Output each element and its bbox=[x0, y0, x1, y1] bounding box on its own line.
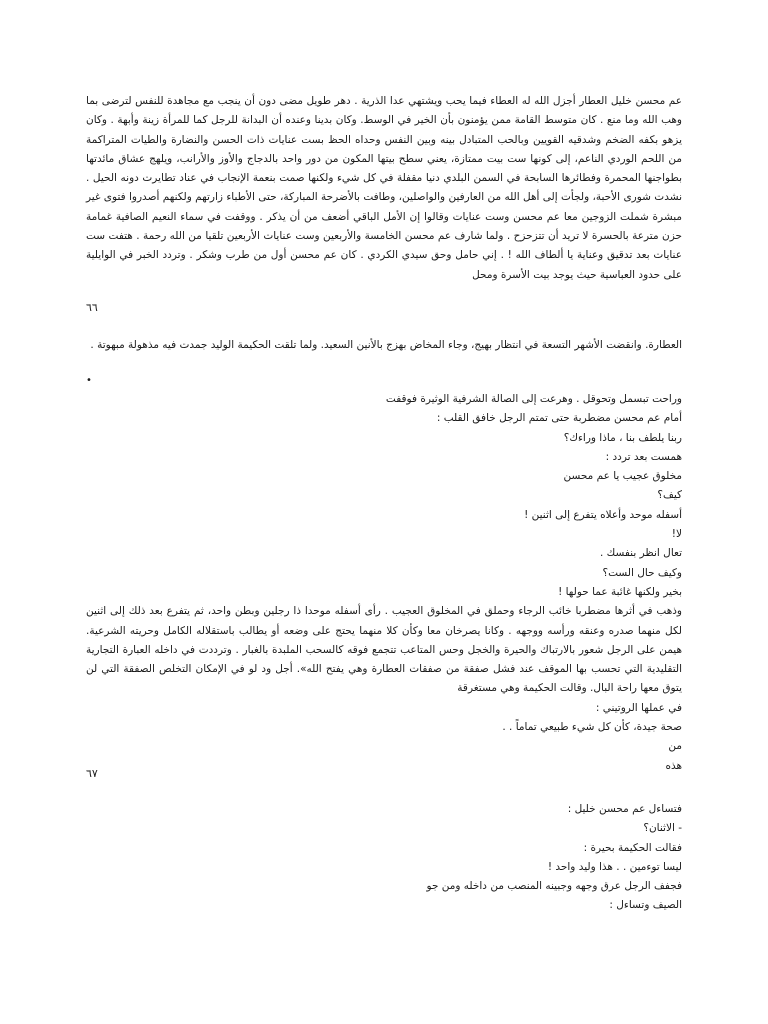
text-block-dialogue bbox=[86, 390, 682, 776]
page-number-67 bbox=[86, 765, 682, 783]
dialogue-line: في عملها الروتيني : bbox=[595, 701, 682, 714]
dialogue-line: ربنا يلطف بنا ، ماذا وراءك؟ bbox=[563, 431, 682, 444]
text-block-question bbox=[86, 800, 682, 916]
dialogue-line: بخير ولكنها غائبة عما حولها ! bbox=[558, 585, 682, 598]
dialogue-line: - الاثنان؟ bbox=[643, 822, 682, 835]
dialogue-line: فجفف الرجل عرق وجهه وجبينه المنصب من داخله ومن جو bbox=[426, 880, 682, 893]
dialogue-line: هذه bbox=[665, 759, 682, 772]
dialogue-line: فتساءل عم محسن خليل : bbox=[567, 803, 682, 815]
dialogue-line: الصيف وتساءل : bbox=[609, 899, 682, 912]
dialogue-line: وكيف حال الست؟ bbox=[602, 566, 682, 579]
dialogue-line: وراحت تبسمل وتحوقل . وهرعت إلى الصالة الشرفية الوثيرة فوقفت bbox=[385, 393, 682, 405]
bullet-marker bbox=[86, 372, 682, 390]
text-block-birth bbox=[86, 336, 682, 355]
page-number-label: ٦٦ bbox=[86, 301, 98, 314]
paragraph-intro: عم محسن خليل العطار أجزل الله له العطاء فيما يحب ويشتهي عدا الذرية . دهر طويل مضى دون أن ينجب مع مجاهدة للنفس لترضى بما وهب الله وما منع . كان متوسط القامة ممن يؤمنون بأن الخير في الوسط. وكان بدينا وعنده أن البدانة للرجل كما للمرأة زينة وأبهة . وكان يزهو بكفه الضخم وشدقيه القويين وبالحب المتبادل بينه وبين النفس وحداه الحظ بست عنايات ذات الحسن والنضارة والطيات المتراكمة من اللحم الوردي الناعم، إلى كونها ست بيت ممتازة، يعني سطح بيتها المكون من دور واحد بالدجاج والأوز والأرانب، ويلهج عشاق مائدتها بطواجنها المحمرة وفطائرها السابحة في السمن البلدي دنيا مقفلة في كل شيء ولكنها صمت بنعمة الإنجاب في عناد تطايرت دونه الحيل . نشدت شورى الأحبة، ولجأت إلى أهل الله من العارفين والواصلين، وطافت بالأضرحة المباركة، حتى الأطباء زارتهم ولكنهم أصدروا فتوى غير مبشرة شملت الزوجين معا عم محسن وست عنايات وقالوا إن الأمل الباقي أضعف من أن يذكر . ووقفت في سماء النعيم الصافية غمامة حزن مترعة بالحسرة لا تريد أن تتزحزح . ولما شارف عم محسن الخامسة والأربعين وست عنايات الأربعين تلقيا من الله رحمة . هتفت ست عنايات بعد تدقيق وعناية يا ألطاف الله ! . إني حامل وحق سيدي الكردي . كان عم محسن أول من طرب وشكر . وتردد الخبر في الوايلية على حدود العباسية حيث يوجد بيت الأسرة ومحل bbox=[86, 95, 682, 281]
page-number-label: ٦٧ bbox=[86, 767, 98, 780]
paragraph-birth: العطارة. وانقضت الأشهر التسعة في انتظار بهيج، وجاء المخاض بهزج بالأنين السعيد. ولما تلقت الحكيمة الوليد جمدت فيه مذهولة مبهوتة . bbox=[90, 339, 682, 351]
page-number-66 bbox=[86, 299, 682, 317]
dialogue-line: من bbox=[668, 740, 682, 753]
dialogue-line: لا! bbox=[671, 528, 682, 541]
dialogue-line: همست بعد تردد : bbox=[605, 450, 682, 463]
paragraph-creature: وذهب في أثرها مضطربا خائب الرجاء وحملق في المخلوق العجيب . رأى أسفله موحدا ذا رجلين وبطن واحد، ثم يتفرع بعد ذلك إلى اثنين لكل منهما صدره وعنقه ورأسه ووجهه . وكانا يصرخان معا وكأن كلا منهما يحتج على وضعه أو يطالب باستقلاله الكامل وحريته الشرعية. هيمن على الرجل شعور بالارتباك والحيرة والخجل وحس المتاعب تتجمع فوقه كالسحب الملبدة بالغبار . وترددت في داخله العبارة التجارية التقليدية التي تحسب بها الموقف عند فشل صفقة من صفقات العطارة وهي يفتح الله». أجل ود لو في الإمكان التخلص الصفقة التي لن يتوق معها راحة البال. وقالت الحكيمة وهي مستغرقة bbox=[86, 605, 682, 695]
dialogue-line: صحة جيدة، كأن كل شيء طبيعي تماماً . . bbox=[502, 721, 682, 734]
text-block-intro bbox=[86, 92, 682, 285]
dialogue-line: أمام عم محسن مضطربة حتى تمتم الرجل خافق القلب : bbox=[436, 412, 682, 425]
dialogue-line: أسفله موحد وأعلاه يتفرع إلى اثنين ! bbox=[524, 508, 682, 521]
dialogue-line: ليسا توءمين . . هذا وليد واحد ! bbox=[547, 860, 682, 873]
bullet-dot: • bbox=[86, 375, 92, 386]
dialogue-line: كيف؟ bbox=[657, 489, 682, 502]
dialogue-line: فقالت الحكيمة بحيرة : bbox=[583, 841, 682, 854]
dialogue-line: تعال انظر بنفسك . bbox=[599, 547, 682, 560]
dialogue-line: مخلوق عجيب يا عم محسن bbox=[563, 470, 682, 483]
